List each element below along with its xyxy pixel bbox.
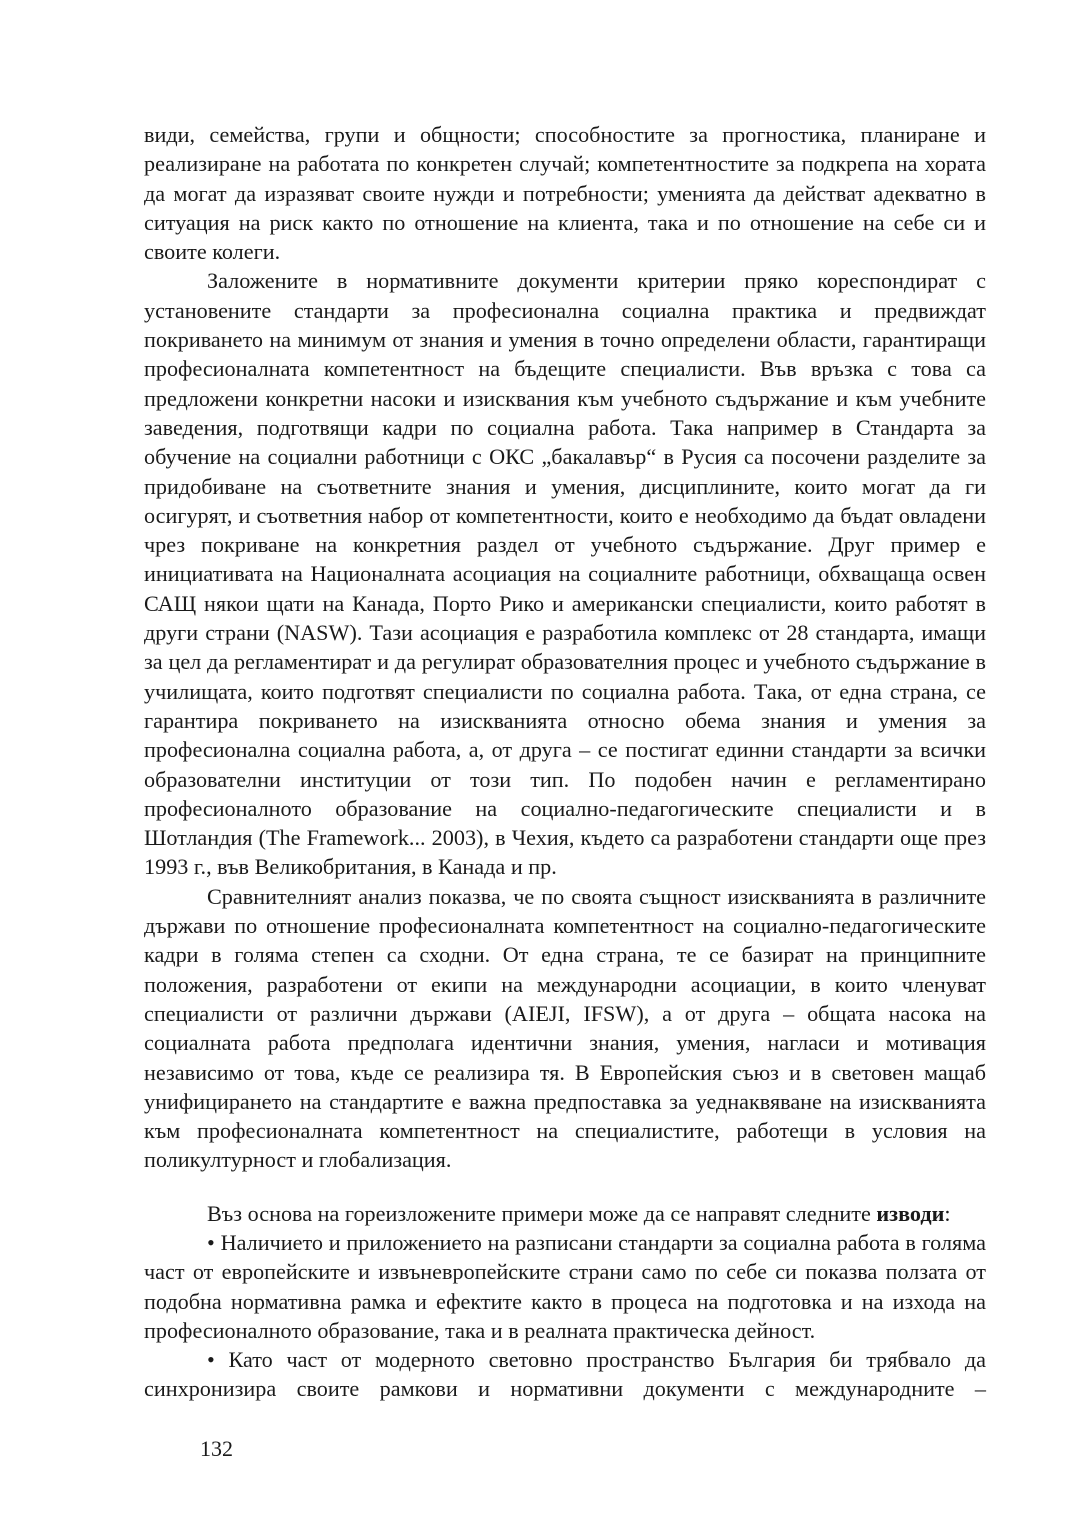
conclusions-intro-text: Въз основа на гореизложените примери може да се направят следните [207, 1200, 877, 1226]
conclusions-keyword: изводи [876, 1200, 945, 1226]
paragraph-comparative-analysis: Сравнителният анализ показва, че по своята същност изискванията в различните държави по отношение професионалната компетентност на социално-педагогическите кадри в голяма степен са сходни. От една страна, те се базират на принципните положения, разработени от екипи на международни асоциации, в които членуват специалисти от различни държави (AIEJI, IFSW), а от друга – общата насока на социалната работа предполага идентични знания, умения, нагласи и мотивация независимо от това, къде се реализира тя. В Европейския съюз и в световен мащаб унифицирането на стандартите е важна предпоставка за уеднаквяване на изискванията към професионалната компетентност на специалистите, работещи в условия на поликултурност и глобализация. [144, 883, 986, 1173]
paragraph-continued: види, семейства, групи и общности; способностите за прогностика, планиране и реализиране на работата по конкретен случай; компетентностите за подкрепа на хората да могат да изразяват своите нужди и потребности; уменията да действат адекватно в ситуация на риск както по отношение на клиента, така и по отношение на себе си и своите колеги. [144, 122, 986, 265]
conclusions-intro [144, 1199, 986, 1228]
paragraph-standards: Заложените в нормативните документи критерии пряко кореспондират с установените стандарти за професионална социална практика и предвиждат покриването на минимум от знания и умения в точно определени области, гарантиращи професионалната компетентност на бъдещите специалисти. Във връзка с това са предложени конкретни насоки и изисквания към учебното съдържание и към учебните заведения, подготвящи кадри по социална работа. Така например в Стандарта за обучение на социални работници с ОКС „бакалавър“ в Русия са посочени разделите за придобиване на съответните знания и умения, дисциплините, които могат да ги осигурят, и съответния набор от компетентности, които е необходимо да бъдат овладени чрез покриване на конкретния раздел от учебното съдържание. Друг пример е инициативата на Националната асоциация на социалните работници, обхващаща освен САЩ някои щати на Канада, Порто Рико и американски специалисти, които работят в други страни (NASW). Тази асоциация е разработила комплекс от 28 стандарта, имащи за цел да регламентират и да регулират образователния процес и учебното съдържание в училищата, които подготвят специалисти по социална работа. Така, от една страна, се гарантира покриването на изискванията относно обема знания и умения за професионална социална работа, а, от друга – се постигат единни стандарти за всички образователни институции от този тип. По подобен начин е регламентирано професионалното образование на социално-педагогическите специалисти и в Шотландия (The Framework... 2003), в Чехия, където са разработени стандарти още през 1993 г., във Великобритания, в Канада и пр. [144, 268, 986, 880]
paragraph-gap [144, 1175, 986, 1199]
conclusions-intro-colon: : [944, 1200, 951, 1226]
bullet-item-bulgaria: • Като част от модерното световно пространство България би трябвало да синхронизира своите рамкови и нормативни документи с международните – [144, 1347, 986, 1402]
bullet-item-standards: • Наличието и приложението на разписани стандарти за социална работа в голяма част от европейските и извъневропейските страни само по себе си показва ползата от подобна нормативна рамка и ефектите както в процеса на подготовка и на изхода на професионалното образование, така и в реалната практическа дейност. [144, 1229, 986, 1343]
body-text [144, 120, 986, 1404]
page-number: 132 [200, 1436, 233, 1461]
